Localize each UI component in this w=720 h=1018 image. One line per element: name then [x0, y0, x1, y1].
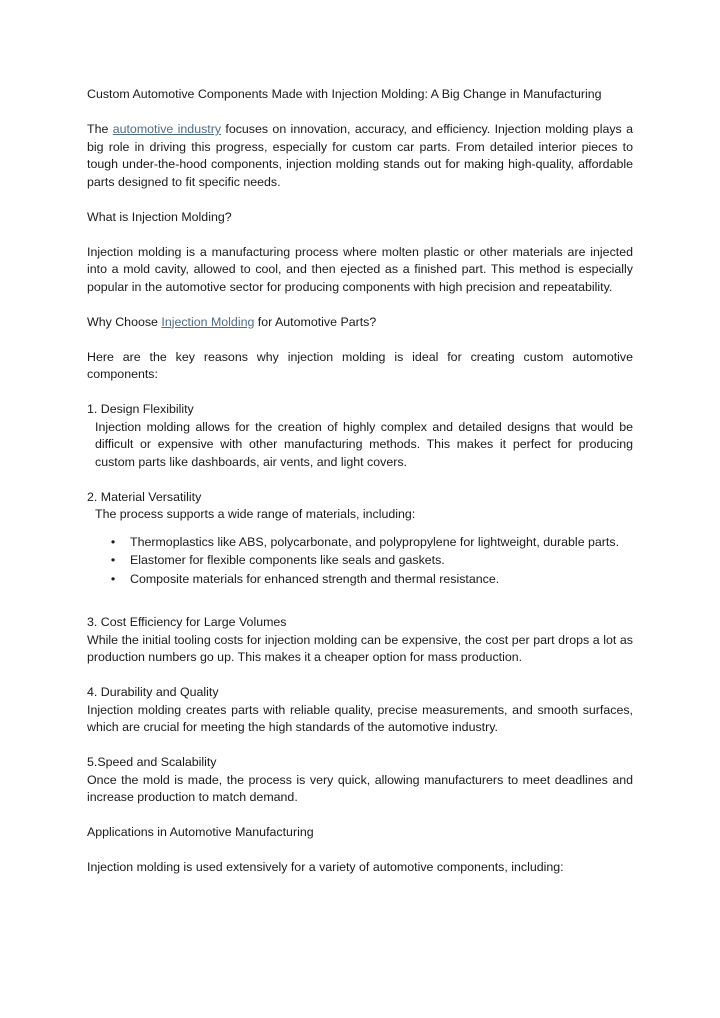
bullet-icon: • — [110, 553, 116, 567]
cost-body: While the initial tooling costs for injection molding can be expensive, the cost per part drops a lot as production numbers go up. This makes it a cheaper option for mass production. — [87, 632, 633, 664]
automotive-industry-link[interactable]: automotive industry — [112, 122, 222, 136]
bullet-icon: • — [110, 534, 116, 549]
durability-body: Injection molding creates parts with reliable quality, precise measurements, and smooth surfaces, which are crucial for meeting the high standards of the automotive industry. — [87, 702, 633, 734]
bullet-icon: • — [110, 571, 116, 586]
material-heading: 2. Material Versatility — [87, 489, 202, 504]
injection-molding-link[interactable]: Injection Molding — [161, 314, 255, 329]
what-body: Injection molding is a manufacturing process where molten plastic or other materials are injected into a mold cavity, allowed to cool, and then ejected as a finished part. This method is especially popular in the automotive sector for producing components with high precision and repeatability. — [87, 244, 633, 294]
reasons-intro: Here are the key reasons why injection molding is ideal for creating custom automotive components: — [87, 349, 633, 381]
why-heading — [87, 314, 633, 332]
intro-text-before: The — [87, 122, 113, 136]
applications-heading: Applications in Automotive Manufacturing — [87, 825, 314, 839]
what-heading: What is Injection Molding? — [87, 209, 232, 224]
document-title: Custom Automotive Components Made with Injection Molding: A Big Change in Manufacturing — [87, 87, 602, 101]
cost-heading: 3. Cost Efficiency for Large Volumes — [87, 615, 287, 629]
list-item-text: Composite materials for enhanced strength and thermal resistance. — [130, 571, 500, 586]
intro-paragraph — [87, 121, 633, 191]
list-item — [87, 571, 633, 589]
design-body: Injection molding allows for the creation of highly complex and detailed designs that would be difficult or expensive with other manufacturing methods. This makes it perfect for producing custom parts like dashboards, air vents, and light covers. — [95, 419, 633, 469]
design-heading: 1. Design Flexibility — [87, 402, 194, 416]
speed-body: Once the mold is made, the process is very quick, allowing manufacturers to meet deadlines and increase production to match demand. — [87, 772, 633, 804]
why-heading-after: for Automotive Parts? — [254, 314, 377, 329]
why-heading-before: Why Choose — [87, 314, 162, 329]
intro-text-after: focuses on innovation, accuracy, and efficiency. Injection molding plays a big role in driving this progress, especially for custom car parts. From detailed interior pieces to tough under-the-hood components, injection molding stands out for making high-quality, affordable parts designed to fit specific needs. — [87, 122, 633, 189]
material-body: The process supports a wide range of materials, including: — [95, 507, 416, 521]
list-item — [87, 552, 633, 570]
applications-intro: Injection molding is used extensively for a variety of automotive components, including: — [87, 860, 564, 874]
speed-heading: 5.Speed and Scalability — [87, 755, 217, 769]
list-item-text: Elastomer for flexible components like seals and gaskets. — [130, 553, 445, 567]
list-item-text: Thermoplastics like ABS, polycarbonate, and polypropylene for lightweight, durable parts. — [130, 534, 620, 549]
durability-heading: 4. Durability and Quality — [87, 685, 219, 699]
material-list — [87, 534, 633, 589]
document-body — [87, 86, 633, 877]
list-item — [87, 534, 633, 552]
